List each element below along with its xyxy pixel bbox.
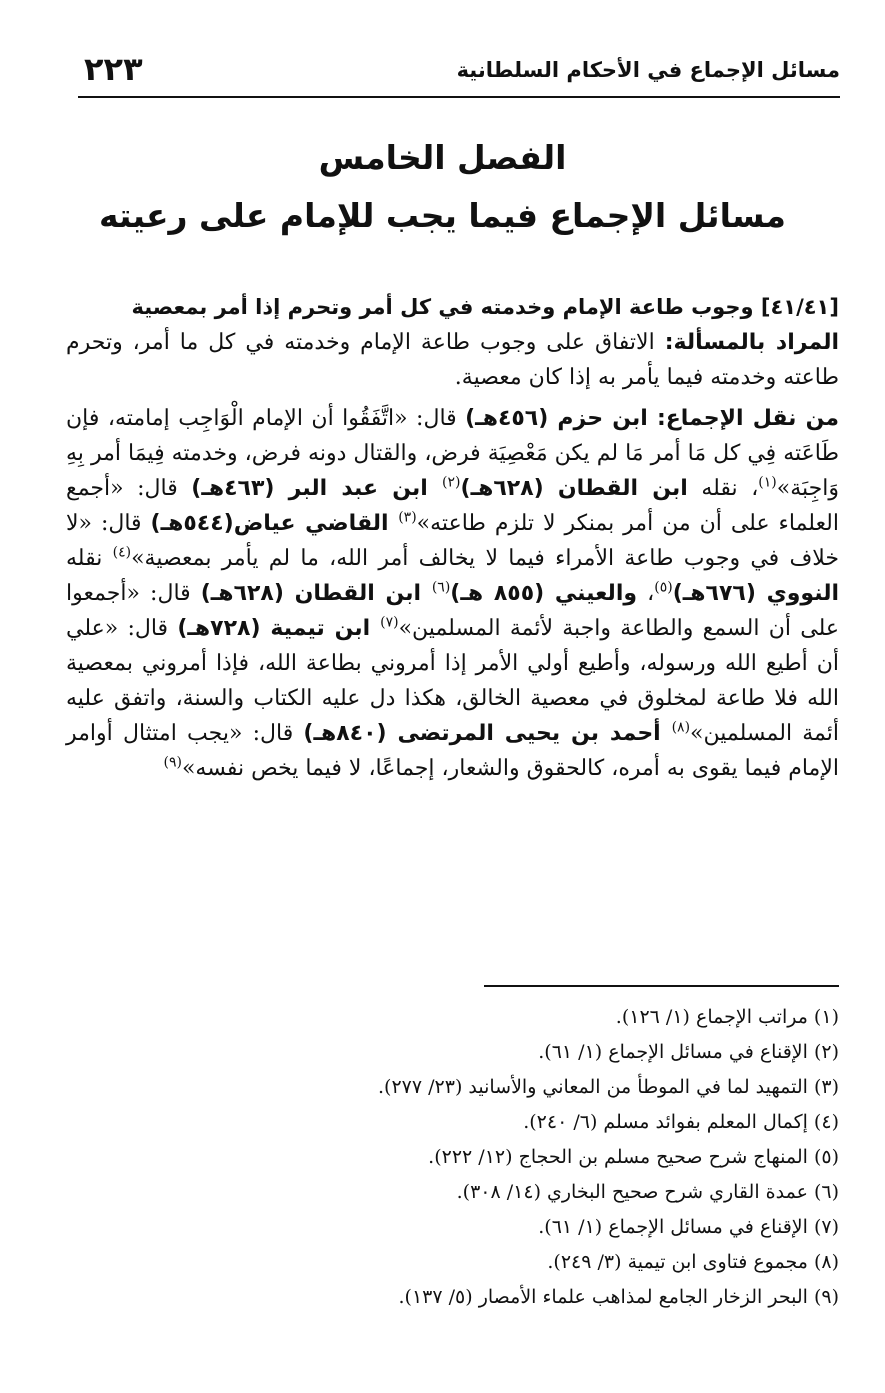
scholar-name: ابن القطان (٦٢٨هـ) <box>460 476 688 501</box>
footnote-ref[interactable]: (٤) <box>112 544 132 561</box>
footnote-ref[interactable]: (٣) <box>398 509 417 526</box>
footnote-ref[interactable]: (٢) <box>442 474 461 491</box>
quote-text: قال: «أجمع العلماء على أن من أمر بمنكر لا تلزم طاعته» <box>66 476 839 536</box>
scholar-name: ابن حزم (٤٥٦هـ) <box>465 406 657 431</box>
footnote-ref[interactable]: (٨) <box>671 719 691 736</box>
meaning-label: المراد بالمسألة: <box>664 330 839 355</box>
quote-text: قال: «اتَّفَقُوا أن الإمام الْوَاجِب إمامته، فإن طَاعَته فِي كل مَا أمر مَا لم يكن مَعْصِيَة فرض، والقتال دونه فرض، وخدمته فِيمَا أمر بِهِ وَاجِبَة» <box>66 406 839 501</box>
meaning-text: الاتفاق على وجوب طاعة الإمام وخدمته في كل ما أمر، وتحرم طاعته وخدمته فيما يأمر به إذا كان معصية. <box>66 330 839 390</box>
quote-text: قال: «أجمعوا على أن السمع والطاعة واجبة لأئمة المسلمين» <box>66 581 839 641</box>
scholar-name: النووي (٦٧٦هـ) <box>672 581 840 606</box>
scholar-name: ابن القطان (٦٢٨هـ) <box>200 581 432 606</box>
connector-text: ، نقله <box>687 476 759 501</box>
quote-text: قال: «علي أن أطيع الله ورسوله، وأطيع أولي الأمر إذا أمروني بطاعة الله، فإذا أمروني بمعصية الله فلا طاعة لمخلوق في معصية الخالق، هكذا دل عليه الكتاب والسنة، واتفق عليه أئمة المسلمين» <box>66 616 839 746</box>
footnote-ref[interactable]: (١) <box>758 474 777 491</box>
footnote: (٨) مجموع فتاوى ابن تيمية (٣/ ٢٤٩). <box>547 1251 839 1273</box>
footnote: (٧) الإقناع في مسائل الإجماع (١/ ٦١). <box>538 1216 839 1238</box>
quote-text: قال: «لا خلاف في وجوب طاعة الأمراء فيما لا يخالف أمر الله، ما لم يأمر بمعصية» <box>66 511 839 571</box>
footnote: (١) مراتب الإجماع (١/ ١٢٦). <box>615 1006 839 1028</box>
quote-text: قال: «يجب امتثال أوامر الإمام فيما يقوى به أمره، كالحقوق والشعار، إجماعًا، لا فيما يخص نفسه» <box>66 721 839 781</box>
issue-heading: [٤١/٤١] وجوب طاعة الإمام وخدمته في كل أمر وتحرم إذا أمر بمعصية <box>131 295 839 319</box>
footnote-divider <box>484 985 839 987</box>
chapter-title: الفصل الخامس <box>318 138 567 177</box>
meaning-paragraph <box>66 325 839 395</box>
scholar-name: ابن تيمية (٧٢٨هـ) <box>177 616 381 641</box>
page-number: ٢٢٣ <box>84 50 143 88</box>
chapter-subtitle: مسائل الإجماع فيما يجب للإمام على رعيته <box>99 196 786 235</box>
scholar-name: أحمد بن يحيى المرتضى (٨٤٠هـ) <box>303 721 672 746</box>
scholar-name: والعيني (٨٥٥ هـ) <box>450 581 638 606</box>
footnote: (٥) المنهاج شرح صحيح مسلم بن الحجاج (١٢/ ٢٢٢). <box>428 1146 839 1168</box>
transmission-paragraph <box>66 401 839 786</box>
connector-text: ، <box>637 581 655 606</box>
transmission-label: من نقل الإجماع: <box>656 406 839 431</box>
footnotes <box>66 1000 839 1315</box>
running-title: مسائل الإجماع في الأحكام السلطانية <box>456 58 840 82</box>
footnote-ref[interactable]: (٥) <box>654 579 673 596</box>
footnote: (٣) التمهيد لما في الموطأ من المعاني والأسانيد (٢٣/ ٢٧٧). <box>377 1076 839 1098</box>
scholar-name: القاضي عياض(٥٤٤هـ) <box>150 511 399 536</box>
footnote: (٢) الإقناع في مسائل الإجماع (١/ ٦١). <box>538 1041 839 1063</box>
body-text <box>66 290 839 786</box>
footnote-ref[interactable]: (٩) <box>163 754 182 771</box>
scholar-name: ابن عبد البر (٤٦٣هـ) <box>191 476 443 501</box>
footnote: (٩) البحر الزخار الجامع لمذاهب علماء الأمصار (٥/ ١٣٧). <box>398 1286 839 1308</box>
footnote: (٦) عمدة القاري شرح صحيح البخاري (١٤/ ٣٠٨). <box>456 1181 839 1203</box>
footnote-ref[interactable]: (٧) <box>380 614 399 631</box>
running-header <box>78 50 840 98</box>
connector-text: نقله <box>66 546 113 571</box>
footnote: (٤) إكمال المعلم بفوائد مسلم (٦/ ٢٤٠). <box>523 1111 839 1133</box>
footnote-ref[interactable]: (٦) <box>431 579 451 596</box>
